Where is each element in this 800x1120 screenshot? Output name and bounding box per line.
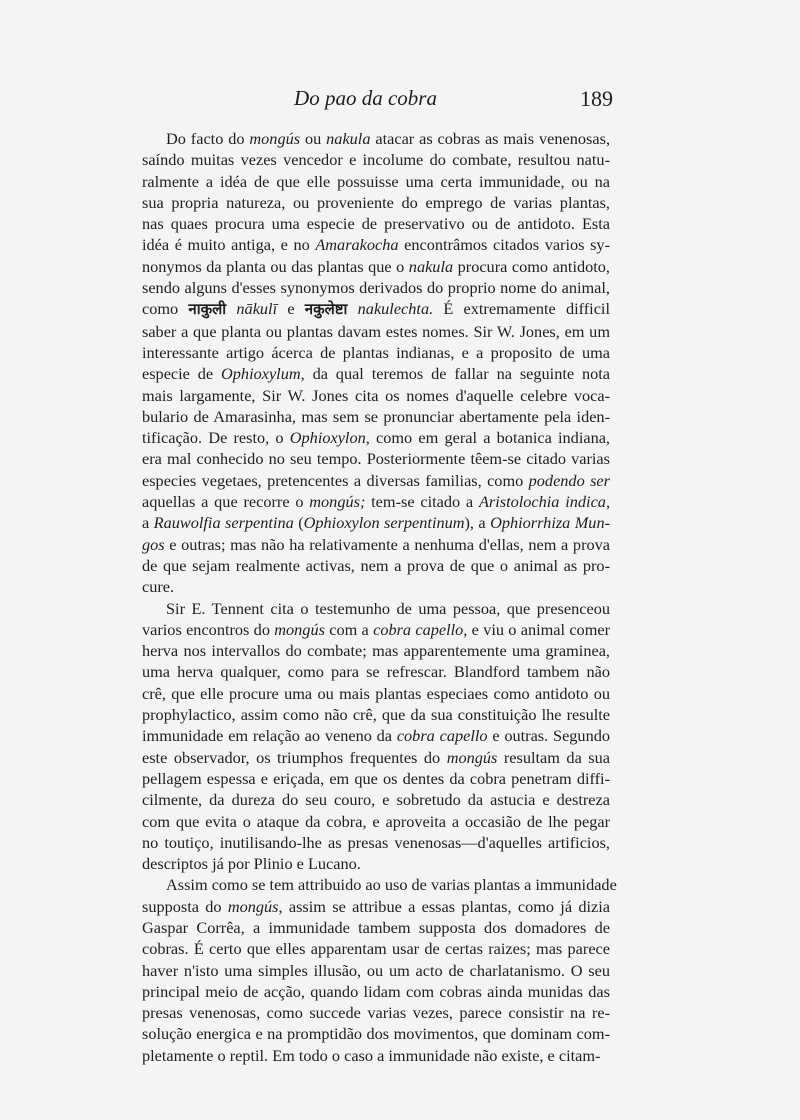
text-line: [118, 321, 610, 342]
text-segment: नकुलेष्टा: [304, 300, 348, 319]
text-segment: como em geral a botanica indiana,: [369, 428, 611, 448]
text-line: [118, 385, 610, 406]
text-segment: e: [277, 299, 305, 319]
text-line: [118, 1045, 610, 1066]
text-line: [118, 534, 610, 555]
text-segment: sendo alguns d'esses synonymos derivados do proprio nome do animal,: [142, 278, 610, 298]
page-header: [118, 86, 613, 116]
text-segment: descriptos já por Plinio e Lucano.: [142, 854, 361, 874]
text-line: [118, 555, 610, 576]
text-segment: especie de: [142, 364, 222, 384]
text-line: [118, 832, 610, 853]
text-line: [118, 1002, 610, 1023]
text-line: [118, 128, 610, 149]
text-segment: supposta do: [142, 896, 228, 916]
text-line: [118, 277, 610, 298]
text-segment: era mal conhecido no seu tempo. Posteriormente têem-se citado varias: [142, 449, 610, 469]
text-segment: e outras. Segundo: [487, 726, 610, 746]
text-line: [118, 448, 610, 469]
text-segment: pellagem espessa e eriçada, em que os dentes da cobra penetram diffi-: [142, 768, 610, 788]
text-segment: mongús: [249, 129, 301, 148]
text-line: [118, 234, 610, 255]
text-line: [118, 149, 610, 170]
text-segment: tificação. De resto, o: [142, 428, 290, 448]
text-segment: idéa é muito antiga, e no: [142, 235, 316, 255]
text-line: [118, 298, 610, 320]
text-line: [118, 342, 610, 363]
text-line: [118, 747, 610, 768]
text-segment: solução energica e na promptidão dos movimentos, que dominam com-: [142, 1024, 610, 1044]
text-segment: no toutiço, inutilisando-lhe as presas venenosas—d'aquelles artificios,: [142, 832, 610, 852]
text-segment: cilmente, da dureza do seu couro, e sobretudo da astucia e destreza: [142, 790, 610, 810]
text-segment: nākulī: [236, 299, 278, 319]
text-segment: uma herva qualquer, como para se refrescar. Blandford tambem não: [142, 662, 610, 682]
text-segment: este observador, os triumphos frequentes do: [142, 747, 447, 767]
text-line: [118, 725, 610, 746]
text-segment: saber a que planta ou plantas davam estes nomes. Sir W. Jones, em um: [142, 321, 610, 341]
paragraph: [118, 874, 617, 1066]
text-segment: [347, 299, 357, 318]
text-segment: a: [142, 513, 154, 533]
text-line: [118, 256, 610, 277]
text-segment: nas quaes procura uma especie de preservativo ou de antidoto. Esta: [142, 214, 610, 234]
text-segment: assim se attribue a essas plantas, como já dizia: [282, 896, 610, 916]
text-line: [118, 192, 610, 213]
text-segment: ), a: [464, 513, 491, 533]
text-segment: Assim como se tem attribuido ao uso de varias plantas a immunidade: [166, 875, 617, 895]
text-segment: e viu o animal comer: [467, 619, 611, 639]
running-title: Do pao da cobra: [294, 86, 437, 110]
text-line: [118, 704, 610, 725]
text-segment: nakulechta.: [357, 299, 434, 319]
text-line: [118, 683, 610, 704]
text-segment: e outras; mas não ha relativamente a nenhuma d'ellas, nem a prova: [164, 534, 610, 554]
text-segment: Rauwolfia serpentina: [153, 513, 294, 533]
text-segment: nakula: [326, 129, 371, 148]
text-segment: gos: [142, 534, 165, 554]
text-line: [118, 576, 610, 597]
text-segment: bulario de Amarasinha, mas sem se pronunciar abertamente pela iden-: [142, 406, 610, 426]
text-line: [118, 171, 610, 192]
text-line: [118, 598, 610, 619]
text-segment: pletamente o reptil. Em todo o caso a immunidade não existe, e citam-: [142, 1045, 601, 1065]
text-line: [118, 811, 610, 832]
text-segment: ralmente a idéa de que elle possuisse uma certa immunidade, ou na: [142, 171, 610, 191]
text-segment: encontrâmos citados varios sy-: [398, 235, 610, 255]
paragraph: [118, 128, 610, 598]
text-segment: herva nos intervallos do combate; mas apparentemente uma graminea,: [142, 641, 610, 661]
text-segment: haver n'isto uma simples illusão, ou um acto de charlatanismo. O seu: [142, 960, 610, 980]
text-segment: [226, 299, 236, 318]
text-line: [118, 363, 610, 384]
text-segment: tem-se citado a: [365, 492, 479, 512]
text-line: [118, 661, 610, 682]
text-line: [118, 960, 610, 981]
text-segment: com a: [324, 619, 374, 639]
page-number: 189: [580, 86, 613, 111]
text-segment: Aristolochia indica,: [478, 492, 611, 512]
text-segment: नाकुली: [188, 300, 227, 319]
text-segment: cobra capello: [396, 726, 488, 746]
text-segment: saíndo muitas vezes vencedor e incolume do combate, resultou natu-: [142, 150, 610, 170]
text-segment: de que sejam realmente activas, nem a prova de que o animal as pro-: [142, 555, 610, 575]
text-segment: prophylactico, assim como não crê, que da sua constituição lhe resulte: [142, 705, 610, 725]
text-segment: interessante artigo ácerca de plantas indianas, e a proposito de uma: [142, 342, 610, 362]
text-line: [118, 789, 610, 810]
text-segment: É extremamente difficil: [433, 299, 610, 319]
text-segment: com que evita o ataque da cobra, e aproveita a occasião de lhe pegar: [142, 811, 610, 831]
text-segment: nakula: [408, 256, 454, 276]
text-line: [118, 896, 610, 917]
text-segment: Ophiorrhiza Mun-: [490, 513, 611, 533]
text-line: [118, 874, 617, 895]
text-segment: cobras. É certo que elles apparentam usar de certas raizes; mas parece: [142, 939, 610, 959]
text-line: [118, 470, 610, 491]
text-segment: presas venenosas, como succede varias vezes, parece consistir na re-: [142, 1003, 610, 1023]
text-line: [118, 938, 610, 959]
text-segment: especies vegetaes, pretencentes a diversas familias, como: [142, 470, 529, 490]
text-segment: cobra capello,: [373, 619, 468, 639]
paragraph: [118, 598, 610, 875]
text-line: [118, 917, 610, 938]
text-line: [118, 491, 610, 512]
text-segment: da qual teremos de fallar na seguinte nota: [304, 364, 610, 384]
text-segment: podendo ser: [528, 470, 610, 490]
text-segment: Do facto do: [166, 129, 250, 148]
text-line: [118, 619, 610, 640]
text-segment: resultam da sua: [497, 747, 610, 767]
text-segment: mongús: [446, 747, 498, 767]
text-line: [118, 406, 610, 427]
text-segment: procura como antidoto,: [453, 256, 610, 276]
text-segment: atacar as cobras as mais venenosas,: [370, 129, 611, 148]
text-segment: Ophioxylon serpentinum: [303, 513, 465, 533]
text-segment: nonymos da planta ou das plantas que o: [142, 256, 409, 276]
text-segment: cure.: [142, 577, 175, 597]
text-segment: varios encontros do: [142, 619, 275, 639]
text-segment: mongús;: [309, 492, 366, 512]
text-segment: Gaspar Corrêa, a immunidade tambem supposta dos domadores de: [142, 917, 610, 937]
text-segment: aquellas a que recorre o: [142, 492, 310, 512]
text-segment: mais largamente, Sir W. Jones cita os nomes d'aquelle celebre voca-: [142, 385, 610, 405]
text-line: [118, 640, 610, 661]
text-segment: como: [142, 299, 189, 319]
text-segment: ou: [300, 129, 327, 148]
text-segment: Amarakocha: [315, 235, 399, 255]
text-segment: Ophioxylum,: [221, 364, 305, 384]
text-segment: mongús: [274, 619, 325, 639]
text-segment: principal meio de acção, quando lidam com cobras ainda munidas das: [142, 981, 610, 1001]
text-segment: (: [293, 513, 304, 533]
text-line: [118, 1023, 610, 1044]
text-segment: immunidade em relação ao veneno da: [142, 726, 397, 746]
text-line: [118, 427, 610, 448]
text-line: [118, 213, 610, 234]
text-segment: Sir E. Tennent cita o testemunho de uma pessoa, que presenceou: [166, 598, 610, 618]
text-line: [118, 981, 610, 1002]
text-segment: mongús,: [227, 896, 283, 916]
text-segment: crê, que elle procure uma ou mais plantas especiaes como antidoto ou: [142, 683, 610, 703]
text-line: [118, 768, 610, 789]
text-segment: Ophioxylon,: [289, 428, 370, 448]
text-line: [118, 512, 610, 533]
text-segment: sua propria natureza, ou proveniente do emprego de varias plantas,: [142, 192, 610, 212]
text-line: [118, 853, 610, 874]
body-text: [118, 128, 617, 1066]
